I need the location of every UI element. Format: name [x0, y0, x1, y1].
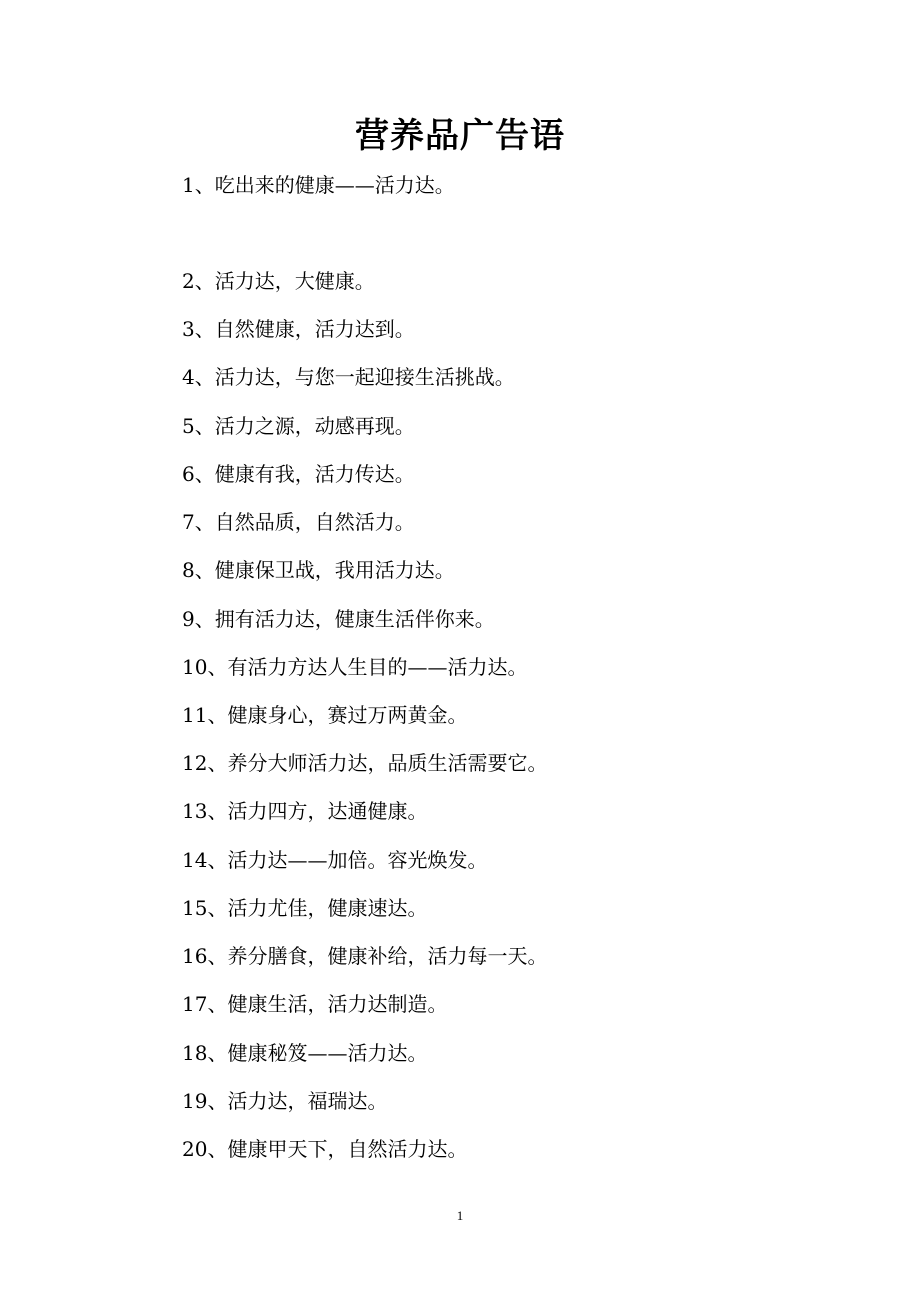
slogan-line-14: 14、活力达——加倍。容光焕发。: [182, 848, 488, 872]
slogan-line-5: 5、活力之源，动感再现。: [182, 414, 415, 438]
page-number: 1: [456, 1208, 464, 1223]
slogan-line-12: 12、养分大师活力达，品质生活需要它。: [182, 751, 548, 775]
slogan-line-19: 19、活力达，福瑞达。: [182, 1089, 388, 1113]
page-title: 营养品广告语: [355, 116, 565, 156]
slogan-line-18: 18、健康秘笈——活力达。: [182, 1041, 428, 1065]
slogan-line-2: 2、活力达，大健康。: [182, 269, 375, 293]
slogan-line-17: 17、健康生活，活力达制造。: [182, 992, 448, 1016]
slogan-line-1: 1、吃出来的健康——活力达。: [182, 173, 455, 197]
slogan-line-13: 13、活力四方，达通健康。: [182, 799, 428, 823]
slogan-line-8: 8、健康保卫战，我用活力达。: [182, 558, 455, 582]
slogan-line-16: 16、养分膳食，健康补给，活力每一天。: [182, 944, 548, 968]
slogan-line-3: 3、自然健康，活力达到。: [182, 317, 415, 341]
slogan-line-7: 7、自然品质，自然活力。: [182, 510, 415, 534]
slogan-line-15: 15、活力尤佳，健康速达。: [182, 896, 428, 920]
slogan-line-20: 20、健康甲天下，自然活力达。: [182, 1137, 468, 1161]
slogan-line-9: 9、拥有活力达，健康生活伴你来。: [182, 607, 495, 631]
slogan-line-4: 4、活力达，与您一起迎接生活挑战。: [182, 365, 515, 389]
slogan-line-6: 6、健康有我，活力传达。: [182, 462, 415, 486]
slogan-line-11: 11、健康身心，赛过万两黄金。: [182, 703, 468, 727]
slogan-line-10: 10、有活力方达人生目的——活力达。: [182, 655, 528, 679]
